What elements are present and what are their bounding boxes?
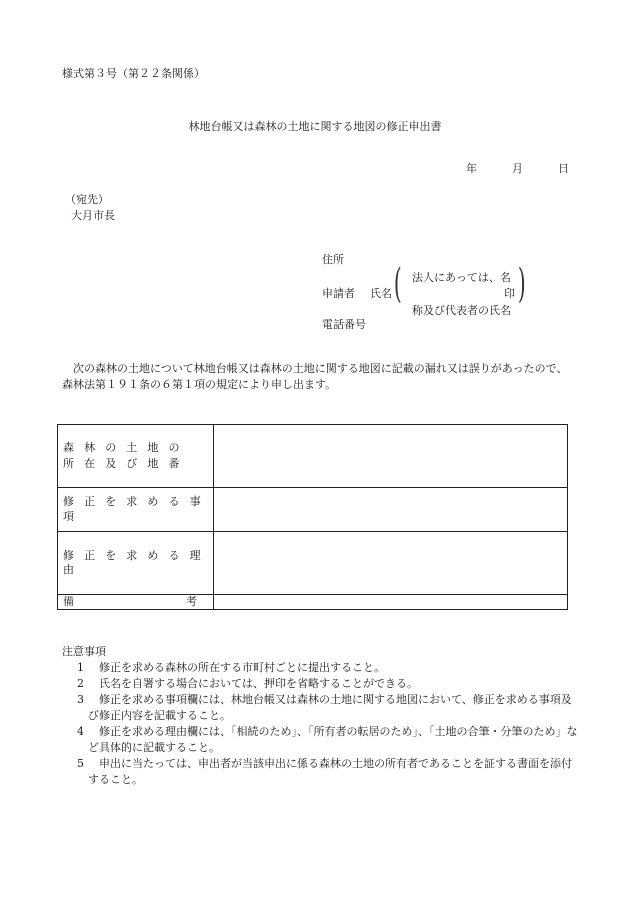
reason-label: 修 正 を 求 め る 理 由 [58, 532, 214, 595]
notes-title: 注意事項 [62, 645, 106, 658]
table-row-reason [58, 532, 568, 595]
location-input-cell[interactable] [214, 425, 568, 488]
remarks-label-cell [58, 595, 214, 610]
table-row-remarks [58, 595, 568, 610]
note-text: 修正を求める森林の所在する市町村ごとに提出すること。 [99, 661, 385, 674]
name-label: 氏名 [370, 287, 392, 300]
applicant-label: 申請者 [322, 287, 355, 300]
date-year-label: 年 [466, 162, 477, 175]
note-text: 申出に当たっては、申出者が当該申出に係る森林の土地の所有者であることを証する書面を添付すること。 [88, 757, 572, 786]
remarks-label-left: 備 [63, 595, 74, 608]
addressee-name: 大月市長 [71, 209, 115, 222]
location-label-line1: 森 林 の 土 地 の [63, 441, 183, 454]
note-text: 修正を求める理由欄には、「相続のため」、「所有者の転居のため」、「土地の合筆・分筆のため」など具体的に記載すること。 [88, 725, 578, 754]
address-label: 住所 [322, 253, 344, 266]
note-text: 氏名を自署する場合においては、押印を省略することができる。 [99, 677, 418, 690]
corp-note-line2: 称及び代表者の氏名 [412, 304, 511, 317]
remarks-label-right: 考 [186, 595, 197, 608]
right-bracket: ) [517, 261, 526, 307]
notes-section [62, 644, 582, 788]
note-item [62, 692, 582, 724]
matter-label: 修 正 を 求 め る 事 項 [58, 488, 214, 532]
left-bracket: ( [393, 261, 402, 307]
addressee-label: （宛先） [65, 193, 109, 206]
seal-mark: 印 [504, 287, 515, 300]
note-number: 4 [77, 725, 84, 738]
note-item [62, 676, 582, 692]
note-number: 5 [77, 757, 84, 770]
note-number: 2 [77, 677, 84, 690]
matter-input-cell[interactable] [214, 488, 568, 532]
date-month-label: 月 [512, 162, 523, 175]
body-text: 次の森林の土地について林地台帳又は森林の土地に関する地図に記載の漏れ又は誤りがあったので、森林法第１９１条の６第１項の規定により申し出ます。 [62, 362, 568, 391]
phone-label: 電話番号 [322, 318, 366, 331]
note-number: 1 [77, 661, 84, 674]
application-table [57, 424, 568, 610]
document-title: 林地台帳又は森林の土地に関する地図の修正申出書 [188, 120, 442, 133]
note-item [62, 756, 582, 788]
corp-note-line1: 法人にあっては、名 [412, 271, 511, 284]
remarks-input-cell[interactable] [214, 595, 568, 610]
form-number: 様式第３号（第２２条関係） [62, 67, 205, 80]
location-label-cell [58, 425, 214, 488]
note-item [62, 724, 582, 756]
note-text: 修正を求める事項欄には、林地台帳又は森林の土地に関する地図において、修正を求める事項及び修正内容を記載すること。 [88, 693, 572, 722]
note-number: 3 [77, 693, 84, 706]
table-row-matter [58, 488, 568, 532]
reason-input-cell[interactable] [214, 532, 568, 595]
table-row-location [58, 425, 568, 488]
location-label-line2: 所 在 及 び 地 番 [63, 457, 183, 470]
date-day-label: 日 [558, 162, 569, 175]
note-item [62, 660, 582, 676]
